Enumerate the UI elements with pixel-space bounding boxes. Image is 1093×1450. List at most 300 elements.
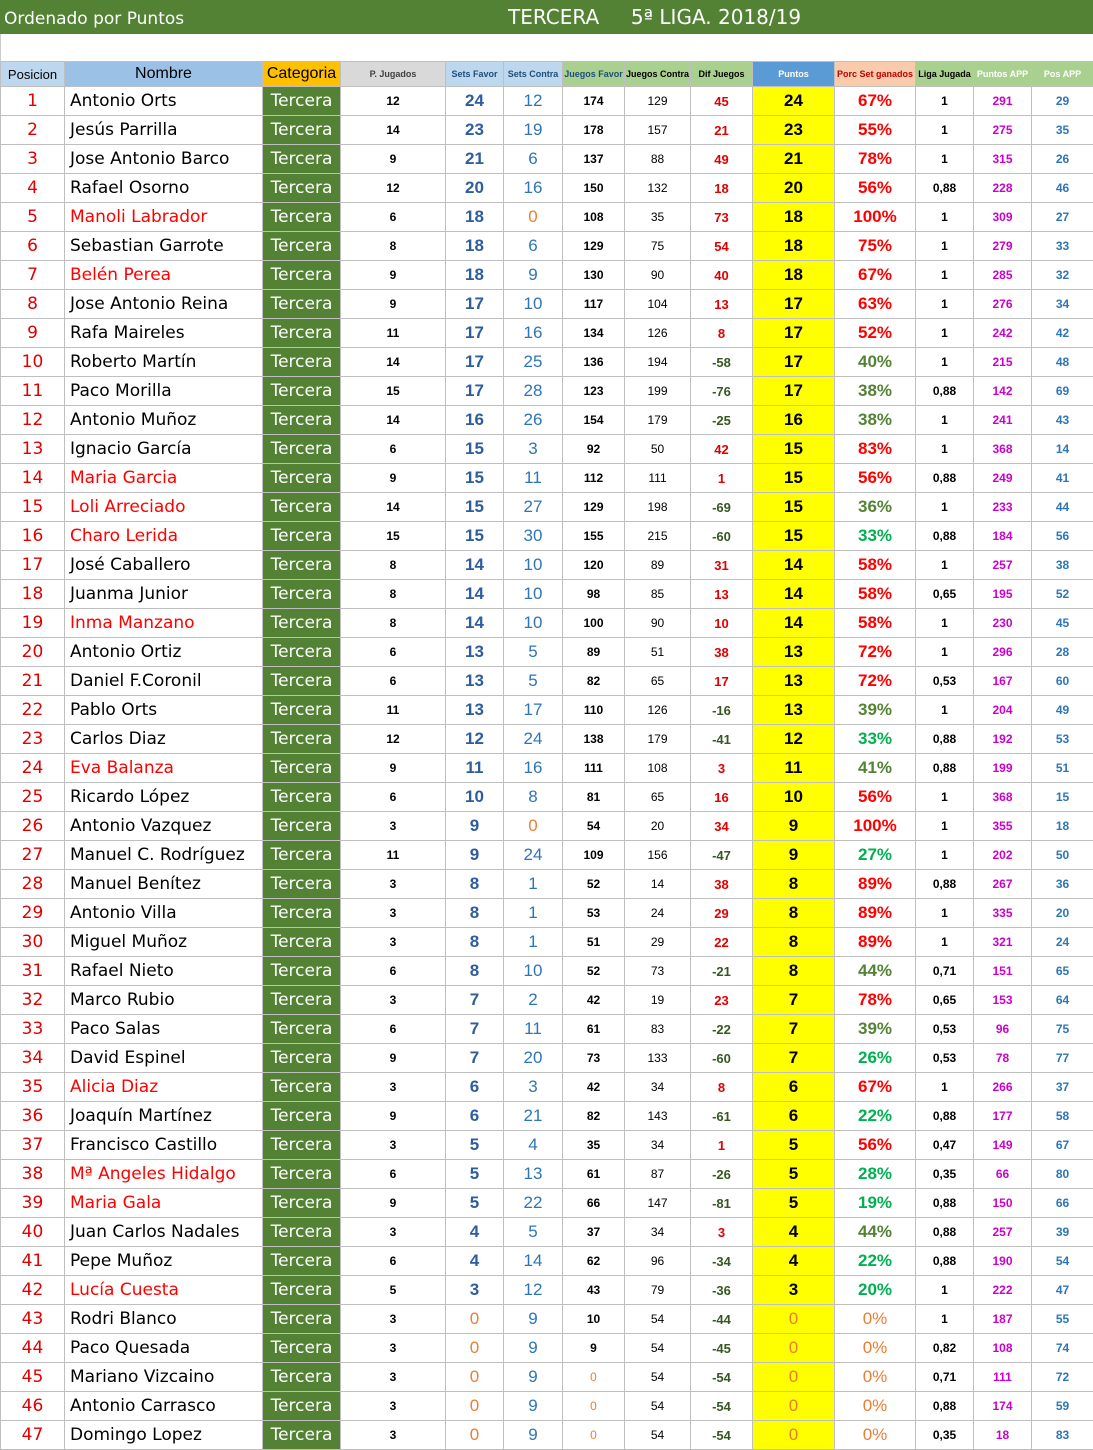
table-row[interactable]	[1, 1276, 1093, 1305]
category-cell: Tercera	[263, 1276, 341, 1305]
table-row[interactable]	[1, 812, 1093, 841]
points-cell: 20	[753, 174, 835, 203]
position-cell: 24	[1, 754, 65, 783]
points-cell: 0	[753, 1305, 835, 1334]
sets-favor-cell: 6	[446, 1102, 504, 1131]
sets-favor-cell: 13	[446, 696, 504, 725]
app-position-cell: 29	[1032, 87, 1093, 116]
table-row[interactable]	[1, 232, 1093, 261]
games-diff-cell: -16	[691, 696, 753, 725]
table-row[interactable]	[1, 435, 1093, 464]
col-header-categoria[interactable]: Categoria	[263, 62, 341, 87]
league-played-cell: 1	[916, 783, 974, 812]
set-percentage-cell: 41%	[835, 754, 916, 783]
category-cell: Tercera	[263, 870, 341, 899]
league-played-cell: 0,47	[916, 1131, 974, 1160]
games-diff-cell: 3	[691, 754, 753, 783]
games-favor-cell: 150	[563, 174, 625, 203]
games-favor-cell: 174	[563, 87, 625, 116]
table-row[interactable]	[1, 1044, 1093, 1073]
table-row[interactable]	[1, 725, 1093, 754]
sets-contra-cell: 12	[504, 87, 563, 116]
table-row[interactable]	[1, 319, 1093, 348]
league-played-cell: 0,88	[916, 870, 974, 899]
app-position-cell: 65	[1032, 957, 1093, 986]
col-header-partidos-jugados[interactable]: P. Jugados	[341, 62, 446, 87]
sets-favor-cell: 3	[446, 1276, 504, 1305]
points-cell: 6	[753, 1102, 835, 1131]
points-cell: 8	[753, 870, 835, 899]
played-cell: 6	[341, 638, 446, 667]
col-header-liga-jugada[interactable]: Liga Jugada	[916, 62, 974, 87]
league-played-cell: 1	[916, 319, 974, 348]
points-cell: 17	[753, 319, 835, 348]
points-cell: 9	[753, 812, 835, 841]
table-row[interactable]	[1, 116, 1093, 145]
app-position-cell: 43	[1032, 406, 1093, 435]
set-percentage-cell: 27%	[835, 841, 916, 870]
standings-table	[0, 61, 1093, 1450]
player-name: Belén Perea	[65, 261, 263, 290]
col-header-juegos-favor[interactable]: Juegos Favor	[563, 62, 625, 87]
category-cell: Tercera	[263, 1015, 341, 1044]
sets-favor-cell: 18	[446, 261, 504, 290]
played-cell: 6	[341, 203, 446, 232]
category-cell: Tercera	[263, 348, 341, 377]
set-percentage-cell: 28%	[835, 1160, 916, 1189]
app-points-cell: 151	[974, 957, 1032, 986]
games-favor-cell: 43	[563, 1276, 625, 1305]
table-row[interactable]	[1, 1218, 1093, 1247]
sets-contra-cell: 27	[504, 493, 563, 522]
set-percentage-cell: 40%	[835, 348, 916, 377]
played-cell: 8	[341, 551, 446, 580]
sets-favor-cell: 15	[446, 435, 504, 464]
table-row[interactable]	[1, 870, 1093, 899]
player-name: Jesús Parrilla	[65, 116, 263, 145]
app-points-cell: 285	[974, 261, 1032, 290]
app-position-cell: 55	[1032, 1305, 1093, 1334]
sets-contra-cell: 17	[504, 696, 563, 725]
col-header-porc-sets[interactable]: Porc Set ganados	[835, 62, 916, 87]
league-played-cell: 0,88	[916, 174, 974, 203]
games-diff-cell: 31	[691, 551, 753, 580]
games-favor-cell: 81	[563, 783, 625, 812]
sets-favor-cell: 0	[446, 1334, 504, 1363]
table-row[interactable]	[1, 696, 1093, 725]
table-row[interactable]	[1, 1305, 1093, 1334]
position-cell: 42	[1, 1276, 65, 1305]
league-played-cell: 0,35	[916, 1160, 974, 1189]
games-favor-cell: 54	[563, 812, 625, 841]
position-cell: 29	[1, 899, 65, 928]
table-row[interactable]	[1, 841, 1093, 870]
league-played-cell: 1	[916, 290, 974, 319]
position-cell: 12	[1, 406, 65, 435]
col-header-sets-favor[interactable]: Sets Favor	[446, 62, 504, 87]
league-played-cell: 0,88	[916, 725, 974, 754]
player-name: Eva Balanza	[65, 754, 263, 783]
category-cell: Tercera	[263, 1392, 341, 1421]
position-cell: 4	[1, 174, 65, 203]
app-position-cell: 56	[1032, 522, 1093, 551]
col-header-puntos[interactable]: Puntos	[753, 62, 835, 87]
position-cell: 43	[1, 1305, 65, 1334]
sets-contra-cell: 10	[504, 551, 563, 580]
league-played-cell: 1	[916, 609, 974, 638]
played-cell: 12	[341, 725, 446, 754]
player-name: Antonio Orts	[65, 87, 263, 116]
app-position-cell: 15	[1032, 783, 1093, 812]
played-cell: 9	[341, 261, 446, 290]
played-cell: 8	[341, 232, 446, 261]
app-position-cell: 32	[1032, 261, 1093, 290]
category-cell: Tercera	[263, 609, 341, 638]
games-contra-cell: 20	[625, 812, 691, 841]
games-contra-cell: 88	[625, 145, 691, 174]
games-contra-cell: 79	[625, 1276, 691, 1305]
player-name: Rafael Nieto	[65, 957, 263, 986]
sets-contra-cell: 5	[504, 1218, 563, 1247]
sets-contra-cell: 10	[504, 290, 563, 319]
player-name: Ignacio García	[65, 435, 263, 464]
played-cell: 3	[341, 1392, 446, 1421]
table-row[interactable]	[1, 493, 1093, 522]
games-contra-cell: 129	[625, 87, 691, 116]
sets-favor-cell: 17	[446, 290, 504, 319]
col-header-juegos-contra[interactable]: Juegos Contra	[625, 62, 691, 87]
player-name: Juan Carlos Nadales	[65, 1218, 263, 1247]
set-percentage-cell: 0%	[835, 1334, 916, 1363]
games-diff-cell: 45	[691, 87, 753, 116]
set-percentage-cell: 56%	[835, 464, 916, 493]
app-position-cell: 66	[1032, 1189, 1093, 1218]
sets-contra-cell: 25	[504, 348, 563, 377]
points-cell: 13	[753, 638, 835, 667]
games-favor-cell: 123	[563, 377, 625, 406]
sets-favor-cell: 14	[446, 551, 504, 580]
category-cell: Tercera	[263, 928, 341, 957]
table-row[interactable]	[1, 551, 1093, 580]
player-name: Domingo Lopez	[65, 1421, 263, 1450]
games-favor-cell: 61	[563, 1015, 625, 1044]
points-cell: 4	[753, 1247, 835, 1276]
table-row[interactable]	[1, 1334, 1093, 1363]
sets-contra-cell: 9	[504, 1392, 563, 1421]
app-position-cell: 51	[1032, 754, 1093, 783]
set-percentage-cell: 72%	[835, 638, 916, 667]
games-diff-cell: -54	[691, 1363, 753, 1392]
category-cell: Tercera	[263, 116, 341, 145]
sets-favor-cell: 5	[446, 1160, 504, 1189]
app-points-cell: 291	[974, 87, 1032, 116]
games-diff-cell: 1	[691, 464, 753, 493]
app-position-cell: 24	[1032, 928, 1093, 957]
position-cell: 1	[1, 87, 65, 116]
sets-favor-cell: 0	[446, 1305, 504, 1334]
points-cell: 0	[753, 1392, 835, 1421]
league-played-cell: 1	[916, 638, 974, 667]
category-cell: Tercera	[263, 1189, 341, 1218]
played-cell: 6	[341, 1247, 446, 1276]
table-row[interactable]	[1, 174, 1093, 203]
league-played-cell: 1	[916, 928, 974, 957]
app-position-cell: 38	[1032, 551, 1093, 580]
col-header-dif-juegos[interactable]: Dif Juegos	[691, 62, 753, 87]
col-header-nombre[interactable]: Nombre	[65, 62, 263, 87]
games-contra-cell: 90	[625, 609, 691, 638]
table-row[interactable]	[1, 261, 1093, 290]
category-cell: Tercera	[263, 145, 341, 174]
app-position-cell: 67	[1032, 1131, 1093, 1160]
games-contra-cell: 104	[625, 290, 691, 319]
points-cell: 17	[753, 348, 835, 377]
played-cell: 6	[341, 667, 446, 696]
position-cell: 17	[1, 551, 65, 580]
app-position-cell: 44	[1032, 493, 1093, 522]
col-header-posicion[interactable]: Posicion	[1, 62, 65, 87]
sets-favor-cell: 17	[446, 319, 504, 348]
category-cell: Tercera	[263, 754, 341, 783]
category-cell: Tercera	[263, 638, 341, 667]
position-cell: 18	[1, 580, 65, 609]
table-row[interactable]	[1, 522, 1093, 551]
sets-favor-cell: 11	[446, 754, 504, 783]
games-diff-cell: 8	[691, 1073, 753, 1102]
app-points-cell: 230	[974, 609, 1032, 638]
games-diff-cell: -26	[691, 1160, 753, 1189]
sets-contra-cell: 3	[504, 435, 563, 464]
table-row[interactable]	[1, 609, 1093, 638]
table-row[interactable]	[1, 87, 1093, 116]
set-percentage-cell: 39%	[835, 696, 916, 725]
played-cell: 9	[341, 1102, 446, 1131]
league-played-cell: 1	[916, 261, 974, 290]
header-row	[1, 62, 1093, 87]
sets-contra-cell: 9	[504, 1334, 563, 1363]
category-cell: Tercera	[263, 87, 341, 116]
table-row[interactable]	[1, 986, 1093, 1015]
games-contra-cell: 65	[625, 783, 691, 812]
app-position-cell: 50	[1032, 841, 1093, 870]
col-header-pos-app[interactable]: Pos APP	[1032, 62, 1093, 87]
table-row[interactable]	[1, 203, 1093, 232]
table-row[interactable]	[1, 1102, 1093, 1131]
app-position-cell: 72	[1032, 1363, 1093, 1392]
position-cell: 28	[1, 870, 65, 899]
points-cell: 18	[753, 261, 835, 290]
position-cell: 39	[1, 1189, 65, 1218]
points-cell: 23	[753, 116, 835, 145]
position-cell: 13	[1, 435, 65, 464]
category-cell: Tercera	[263, 783, 341, 812]
player-name: Inma Manzano	[65, 609, 263, 638]
table-row[interactable]	[1, 899, 1093, 928]
games-favor-cell: 134	[563, 319, 625, 348]
set-percentage-cell: 0%	[835, 1305, 916, 1334]
league-played-cell: 1	[916, 116, 974, 145]
sets-contra-cell: 11	[504, 464, 563, 493]
table-row[interactable]	[1, 1073, 1093, 1102]
player-name: Francisco Castillo	[65, 1131, 263, 1160]
table-row[interactable]	[1, 754, 1093, 783]
sets-favor-cell: 6	[446, 1073, 504, 1102]
games-contra-cell: 24	[625, 899, 691, 928]
app-position-cell: 52	[1032, 580, 1093, 609]
games-diff-cell: 8	[691, 319, 753, 348]
games-contra-cell: 14	[625, 870, 691, 899]
table-row[interactable]	[1, 348, 1093, 377]
table-row[interactable]	[1, 290, 1093, 319]
league-played-cell: 0,82	[916, 1334, 974, 1363]
table-row[interactable]	[1, 580, 1093, 609]
games-favor-cell: 100	[563, 609, 625, 638]
games-diff-cell: -54	[691, 1421, 753, 1450]
played-cell: 5	[341, 1276, 446, 1305]
table-row[interactable]	[1, 1131, 1093, 1160]
league-played-cell: 0,65	[916, 986, 974, 1015]
table-row[interactable]	[1, 377, 1093, 406]
table-row[interactable]	[1, 928, 1093, 957]
player-name: Rodri Blanco	[65, 1305, 263, 1334]
table-row[interactable]	[1, 1160, 1093, 1189]
app-points-cell: 195	[974, 580, 1032, 609]
league-played-cell: 1	[916, 1276, 974, 1305]
table-row[interactable]	[1, 1421, 1093, 1450]
position-cell: 23	[1, 725, 65, 754]
sets-favor-cell: 24	[446, 87, 504, 116]
category-cell: Tercera	[263, 1421, 341, 1450]
app-points-cell: 276	[974, 290, 1032, 319]
col-header-sets-contra[interactable]: Sets Contra	[504, 62, 563, 87]
position-cell: 35	[1, 1073, 65, 1102]
set-percentage-cell: 89%	[835, 899, 916, 928]
points-cell: 5	[753, 1131, 835, 1160]
played-cell: 3	[341, 986, 446, 1015]
set-percentage-cell: 100%	[835, 812, 916, 841]
sets-contra-cell: 16	[504, 319, 563, 348]
app-position-cell: 45	[1032, 609, 1093, 638]
games-diff-cell: 1	[691, 1131, 753, 1160]
set-percentage-cell: 83%	[835, 435, 916, 464]
games-diff-cell: -25	[691, 406, 753, 435]
games-contra-cell: 35	[625, 203, 691, 232]
set-percentage-cell: 58%	[835, 551, 916, 580]
league-played-cell: 0,88	[916, 464, 974, 493]
played-cell: 11	[341, 696, 446, 725]
category-cell: Tercera	[263, 261, 341, 290]
app-points-cell: 66	[974, 1160, 1032, 1189]
table-row[interactable]	[1, 957, 1093, 986]
games-favor-cell: 52	[563, 870, 625, 899]
col-header-puntos-app[interactable]: Puntos APP	[974, 62, 1032, 87]
sets-contra-cell: 1	[504, 899, 563, 928]
category-cell: Tercera	[263, 1334, 341, 1363]
sets-contra-cell: 10	[504, 609, 563, 638]
games-favor-cell: 92	[563, 435, 625, 464]
app-position-cell: 37	[1032, 1073, 1093, 1102]
app-position-cell: 75	[1032, 1015, 1093, 1044]
league-played-cell: 1	[916, 348, 974, 377]
sets-contra-cell: 1	[504, 928, 563, 957]
games-contra-cell: 65	[625, 667, 691, 696]
table-row[interactable]	[1, 406, 1093, 435]
points-cell: 15	[753, 493, 835, 522]
sets-contra-cell: 6	[504, 145, 563, 174]
sets-favor-cell: 13	[446, 667, 504, 696]
table-row[interactable]	[1, 145, 1093, 174]
games-diff-cell: 29	[691, 899, 753, 928]
app-position-cell: 83	[1032, 1421, 1093, 1450]
sets-contra-cell: 28	[504, 377, 563, 406]
games-contra-cell: 111	[625, 464, 691, 493]
sets-favor-cell: 5	[446, 1189, 504, 1218]
table-row[interactable]	[1, 464, 1093, 493]
points-cell: 18	[753, 232, 835, 261]
app-points-cell: 355	[974, 812, 1032, 841]
games-contra-cell: 179	[625, 725, 691, 754]
table-row[interactable]	[1, 1363, 1093, 1392]
games-favor-cell: 110	[563, 696, 625, 725]
games-favor-cell: 111	[563, 754, 625, 783]
league-played-cell: 1	[916, 87, 974, 116]
table-row[interactable]	[1, 783, 1093, 812]
table-row[interactable]	[1, 1247, 1093, 1276]
app-position-cell: 20	[1032, 899, 1093, 928]
sets-contra-cell: 9	[504, 1421, 563, 1450]
games-diff-cell: -21	[691, 957, 753, 986]
games-contra-cell: 54	[625, 1305, 691, 1334]
games-diff-cell: -81	[691, 1189, 753, 1218]
sets-contra-cell: 16	[504, 174, 563, 203]
app-position-cell: 59	[1032, 1392, 1093, 1421]
table-row[interactable]	[1, 1189, 1093, 1218]
sets-contra-cell: 14	[504, 1247, 563, 1276]
position-cell: 7	[1, 261, 65, 290]
player-name: David Espinel	[65, 1044, 263, 1073]
games-favor-cell: 89	[563, 638, 625, 667]
league-played-cell: 1	[916, 899, 974, 928]
app-points-cell: 215	[974, 348, 1032, 377]
sets-favor-cell: 7	[446, 1044, 504, 1073]
app-points-cell: 18	[974, 1421, 1032, 1450]
table-row[interactable]	[1, 638, 1093, 667]
table-row[interactable]	[1, 1015, 1093, 1044]
played-cell: 3	[341, 1421, 446, 1450]
set-percentage-cell: 36%	[835, 493, 916, 522]
app-points-cell: 241	[974, 406, 1032, 435]
player-name: Juanma Junior	[65, 580, 263, 609]
app-points-cell: 142	[974, 377, 1032, 406]
player-name: Paco Salas	[65, 1015, 263, 1044]
player-name: Pepe Muñoz	[65, 1247, 263, 1276]
sets-contra-cell: 2	[504, 986, 563, 1015]
player-name: Sebastian Garrote	[65, 232, 263, 261]
played-cell: 14	[341, 406, 446, 435]
table-row[interactable]	[1, 1392, 1093, 1421]
app-points-cell: 111	[974, 1363, 1032, 1392]
points-cell: 5	[753, 1160, 835, 1189]
games-contra-cell: 132	[625, 174, 691, 203]
games-contra-cell: 215	[625, 522, 691, 551]
app-points-cell: 279	[974, 232, 1032, 261]
played-cell: 15	[341, 377, 446, 406]
position-cell: 36	[1, 1102, 65, 1131]
set-percentage-cell: 56%	[835, 1131, 916, 1160]
games-favor-cell: 42	[563, 1073, 625, 1102]
games-diff-cell: 10	[691, 609, 753, 638]
table-row[interactable]	[1, 667, 1093, 696]
